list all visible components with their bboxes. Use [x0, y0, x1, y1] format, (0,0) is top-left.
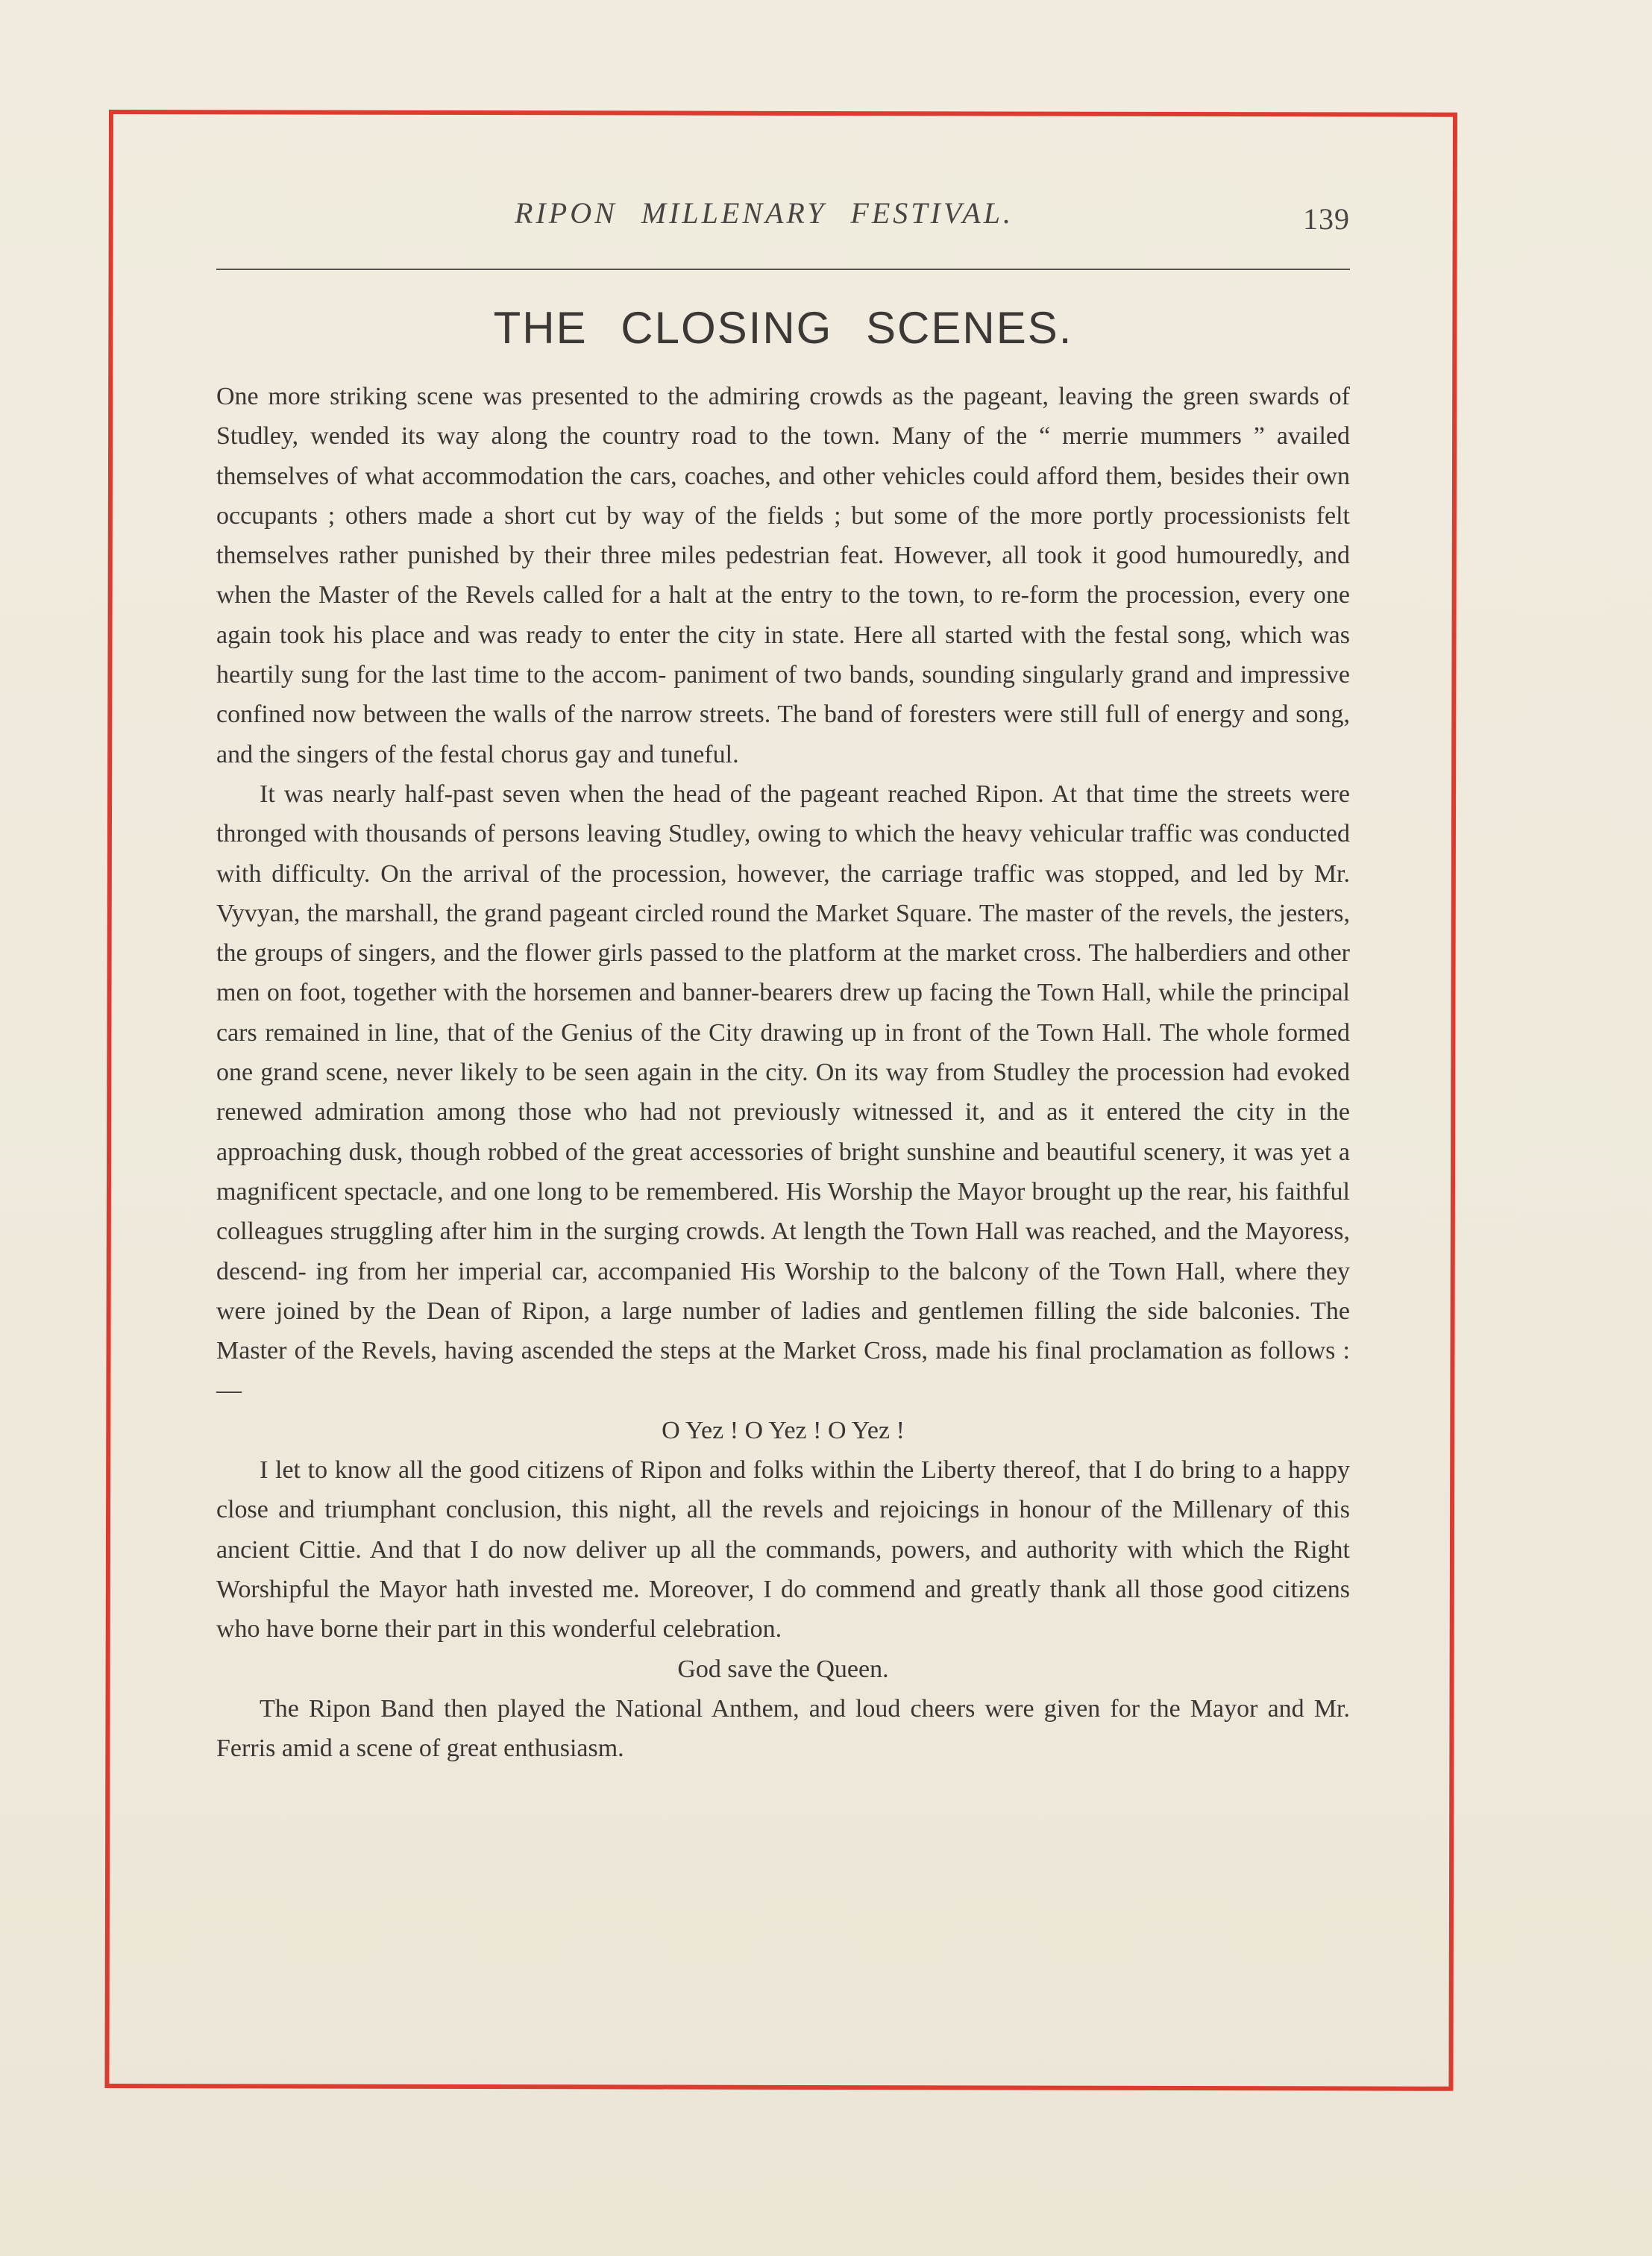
paragraph-proclamation: I let to know all the good citizens of Ripon and folks within the Liberty thereof, that I do bring to a happy close and triumphant conclusion, this night, all the revels and rejoicings in honour of the Millenary of this ancient Cittie. And that I do now deliver up all the commands, powers, and authority with which the Right Worshipful the Mayor hath invested me. Moreover, I do commend and greatly thank all those good citizens who have borne their part in this wonderful celebration.: [216, 1456, 1350, 1644]
paragraph-national-anthem: The Ripon Band then played the National Anthem, and loud cheers were given for the Mayor and Mr. Ferris amid a scene of great enthusiasm.: [216, 1694, 1350, 1763]
paragraph-procession-return: One more striking scene was presented to the admiring crowds as the pageant, leaving the green swards of Studley, wended its way along the country road to the town. Many of the “ merrie mummers ” availed themselves of what accommodation the cars, coaches, and other vehicles could afford them, besides their own occupants ; others made a short cut by way of the fields ; but some of the more portly processionists felt themselves rather punished by their three miles pedestrian feat. However, all took it good humouredly, and when the Master of the Revels called for a halt at the entry to the town, to re-form the procession, every one again took his place and was ready to enter the city in state. Here all started with the festal song, which was heartily sung for the last time to the accom- paniment of two bands, sounding singularly grand and impressive confined now between the walls of the narrow streets. The band of foresters were still full of energy and song, and the singers of the festal chorus gay and tuneful.: [216, 383, 1350, 768]
body-text: [216, 377, 1350, 1768]
running-head: [216, 192, 1350, 260]
chapter-title: THE CLOSING SCENES.: [493, 303, 1073, 353]
running-head-title: RIPON MILLENARY FESTIVAL.: [515, 196, 1014, 230]
header-rule: [216, 269, 1350, 270]
page-number: 139: [1303, 202, 1350, 236]
proclamation-call: O Yez ! O Yez ! O Yez !: [662, 1416, 905, 1444]
god-save-the-queen: God save the Queen.: [677, 1655, 889, 1683]
paragraph-arrival-ripon: It was nearly half-past seven when the head of the pageant reached Ripon. At that time the streets were thronged with thousands of persons leaving Studley, owing to which the heavy vehicular traffic was conducted with difficulty. On the arrival of the procession, however, the carriage traffic was stopped, and led by Mr. Vyvyan, the marshall, the grand pageant circled round the Market Square. The master of the revels, the jesters, the groups of singers, and the flower girls passed to the platform at the market cross. The halberdiers and other men on foot, together with the horsemen and banner-bearers drew up facing the Town Hall, while the principal cars remained in line, that of the Genius of the City drawing up in front of the Town Hall. The whole formed one grand scene, never likely to be seen again in the city. On its way from Studley the procession had evoked renewed admiration among those who had not previously witnessed it, and as it entered the city in the approaching dusk, though robbed of the great accessories of bright sunshine and beautiful scenery, it was yet a magnificent spectacle, and one long to be remembered. His Worship the Mayor brought up the rear, his faithful colleagues struggling after him in the surging crowds. At length the Town Hall was reached, and the Mayoress, descend- ing from her imperial car, accompanied His Worship to the balcony of the Town Hall, where they were joined by the Dean of Ripon, a large number of ladies and gentlemen filling the side balconies. The Master of the Revels, having ascended the steps at the Market Cross, made his final proclamation as follows :—: [216, 780, 1350, 1405]
